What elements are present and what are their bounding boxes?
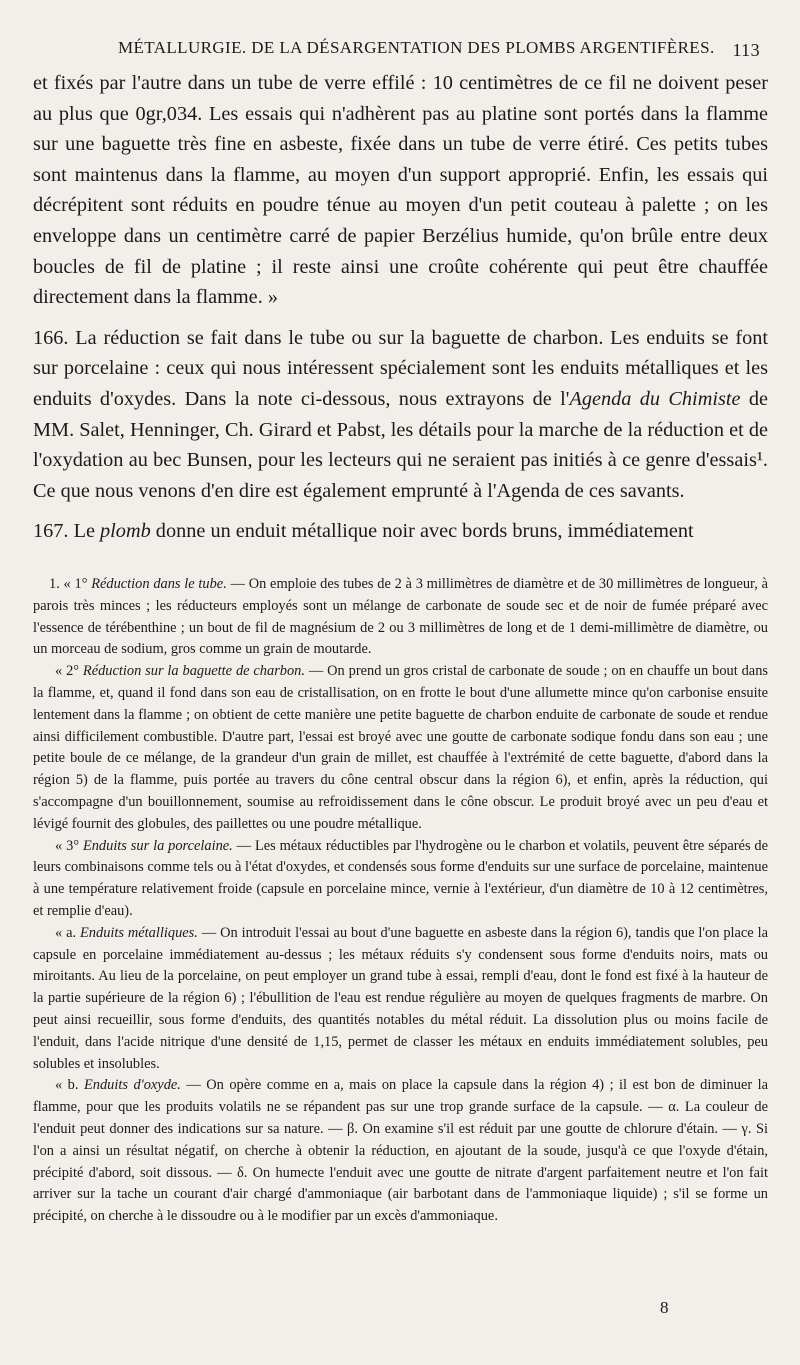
page-number: 113	[732, 40, 760, 60]
paragraph-text: donne un enduit métallique noir avec bords bruns, immédiatement	[150, 520, 694, 543]
footnote-porcelain	[33, 836, 768, 923]
footnote-metallic-coatings	[33, 923, 768, 1076]
paragraph-continuation	[33, 68, 768, 313]
paragraph-text: 166. La réduction se fait dans le tube ou sur la baguette de charbon. Les enduits se font sur porcelaine : ceux qui nous intéressent spécialement sont les enduits métalliques et les enduits d'oxydes. Dans la note ci-dessous, nous extrayons de l'	[33, 326, 768, 410]
note-heading: Enduits d'oxyde.	[83, 1077, 181, 1094]
italic-term: plomb	[100, 520, 151, 543]
note-text: « 3°	[55, 837, 83, 854]
note-text: — On opère comme en a, mais on place la capsule dans la région 4) ; il est bon de diminuer la flamme, pour que les produits volatils ne se répandent pas sur une trop grande surface de la capsule. — α. La couleur de l'enduit peut donner des indications sur sa nature. — β. On examine s'il est réduit par une goutte de chlorure d'étain. — γ. Si l'on a ainsi un résultat négatif, on cherche à obtenir la réduction, en ajoutant de la soude, jusqu'à ce que l'oxyde d'étain, précipité d'abord, soit dissous. — δ. On humecte l'enduit avec une goutte de nitrate d'argent parfaitement neutre et l'on fait arriver sur la tache un courant d'air chargé d'ammoniaque (air barbotant dans de l'ammoniaque liquide) ; s'il se forme un précipité, on cherche à le dissoudre ou à le modifier par un excès d'ammoniaque.	[33, 1077, 768, 1225]
note-heading: Réduction dans le tube.	[91, 576, 227, 592]
running-head	[40, 34, 770, 64]
note-text: 1. « 1°	[49, 576, 92, 592]
paragraph-text: 167. Le	[33, 520, 101, 543]
paragraph-167	[33, 516, 768, 547]
note-text: — On prend un gros cristal de carbonate de soude ; on en chauffe un bout dans la flamme, et, quand il fond dans son eau de cristallisation, on en frotte le bout d'une allumette mince qu'on carbonise ensuite lentement dans la flamme ; on obtient de cette manière une petite baguette de charbon enduite de carbonate de soude et rendue ainsi difficilement combustible. D'autre part, l'essai est broyé avec une goutte de carbonate sodique fondu dans son eau ; une petite boule de ce mélange, de la grandeur d'un grain de millet, est chauffée à l'extrémité de cette baguette, d'abord dans la région 5) de la flamme, puis portée au travers du cône central obscur dans la région 6), et enfin, après la réduction, qui s'accompagne d'un bouillonnement, soumise au refroidissement dans le cône obscur. Le produit broyé avec un peu d'eau et lévigé fournit des globules, des paillettes ou une poudre métallique.	[33, 663, 768, 832]
paragraph-166	[33, 323, 768, 507]
note-heading: Enduits métalliques.	[80, 924, 198, 941]
footnote-reduction-tube	[33, 574, 768, 661]
note-text: « b.	[55, 1077, 84, 1094]
note-heading: Réduction sur la baguette de charbon.	[82, 663, 305, 680]
note-text: — On emploie des tubes de 2 à 3 millimètres de diamètre et de 30 millimètres de longueur, à parois très minces ; les réducteurs employés sont un mélange de carbonate de soude sec et de noir de fumée préparé avec l'essence de térébenthine ; un bout de fil de magnésium de 2 ou 3 millimètres de long et de 1 demi-millimètre de diamètre, ou un morceau de sodium, gros comme un grain de moutarde.	[33, 576, 768, 658]
running-head-title: MÉTALLURGIE. DE LA DÉSARGENTATION DES PLOMBS ARGENTIFÈRES.	[118, 38, 715, 57]
footnotes	[33, 574, 768, 1228]
footnote-reduction-charcoal	[33, 661, 768, 835]
note-text: « 2°	[55, 663, 83, 680]
note-text: « a.	[55, 924, 81, 941]
italic-title: Agenda du Chimiste	[569, 387, 741, 410]
paragraph-text: de MM. Salet, Henninger, Ch. Girard et Pabst, les détails pour la marche de la réduction et de l'oxydation au bec Bunsen, pour les lecteurs qui ne seraient pas initiés à ce genre d'essais¹. Ce que nous venons d'en dire est également emprunté à l'Agenda de ces savants.	[33, 387, 768, 502]
paragraph-text: et fixés par l'autre dans un tube de verre effilé : 10 centimètres de ce fil ne doivent peser au plus que 0gr,034. Les essais qui n'adhèrent pas au platine sont portés dans la flamme sur une baguette très fine en asbeste, fixée dans un tube de verre étiré. Ces petits tubes sont maintenus dans la flamme, au moyen d'un support approprié. Enfin, les essais qui décrépitent sont réduits en poudre ténue au moyen d'un petit couteau à palette ; on les enveloppe dans un centimètre carré de papier Berzélius humide, qu'on brûle entre deux boucles de fil de platine ; il reste ainsi une croûte cohérente qui peut être chauffée directement dans la flamme. »	[33, 72, 768, 309]
note-text: — Les métaux réductibles par l'hydrogène ou le charbon et volatils, peuvent être séparés de leurs combinaisons comme tels ou à l'état d'oxydes, et condensés sous forme d'enduits sur une surface de porcelaine, maintenue à une température relativement froide (capsule en porcelaine mince, vernie à l'extérieur, d'un diamètre de 10 à 12 centimètres, et remplie d'eau).	[33, 837, 769, 919]
note-text: — On introduit l'essai au bout d'une baguette en asbeste dans la région 6), tandis que l'on place la capsule en porcelaine immédiatement au-dessus ; les métaux réduits s'y condensent sous forme d'enduits noirs, mats ou miroitants. Au lieu de la porcelaine, on peut employer un grand tube à essai, rempli d'eau, dont le fond est fixé à la hauteur de la partie supérieure de la région 6) ; l'ébullition de l'eau est rendue régulière au moyen de quelques fragments de marbre. On peut ainsi recueillir, sous forme d'enduits, des quantités notables du métal réduit. La dissolution plus ou moins facile de l'enduit, dans l'acide nitrique d'une densité de 1,15, permet de classer les métaux en enduits immédiatement solubles, peu solubles et insolubles.	[33, 924, 768, 1072]
signature-mark: 8	[660, 1298, 669, 1317]
main-text	[33, 68, 768, 547]
note-heading: Enduits sur la porcelaine.	[82, 837, 233, 854]
footnote-oxide-coatings	[33, 1075, 768, 1228]
